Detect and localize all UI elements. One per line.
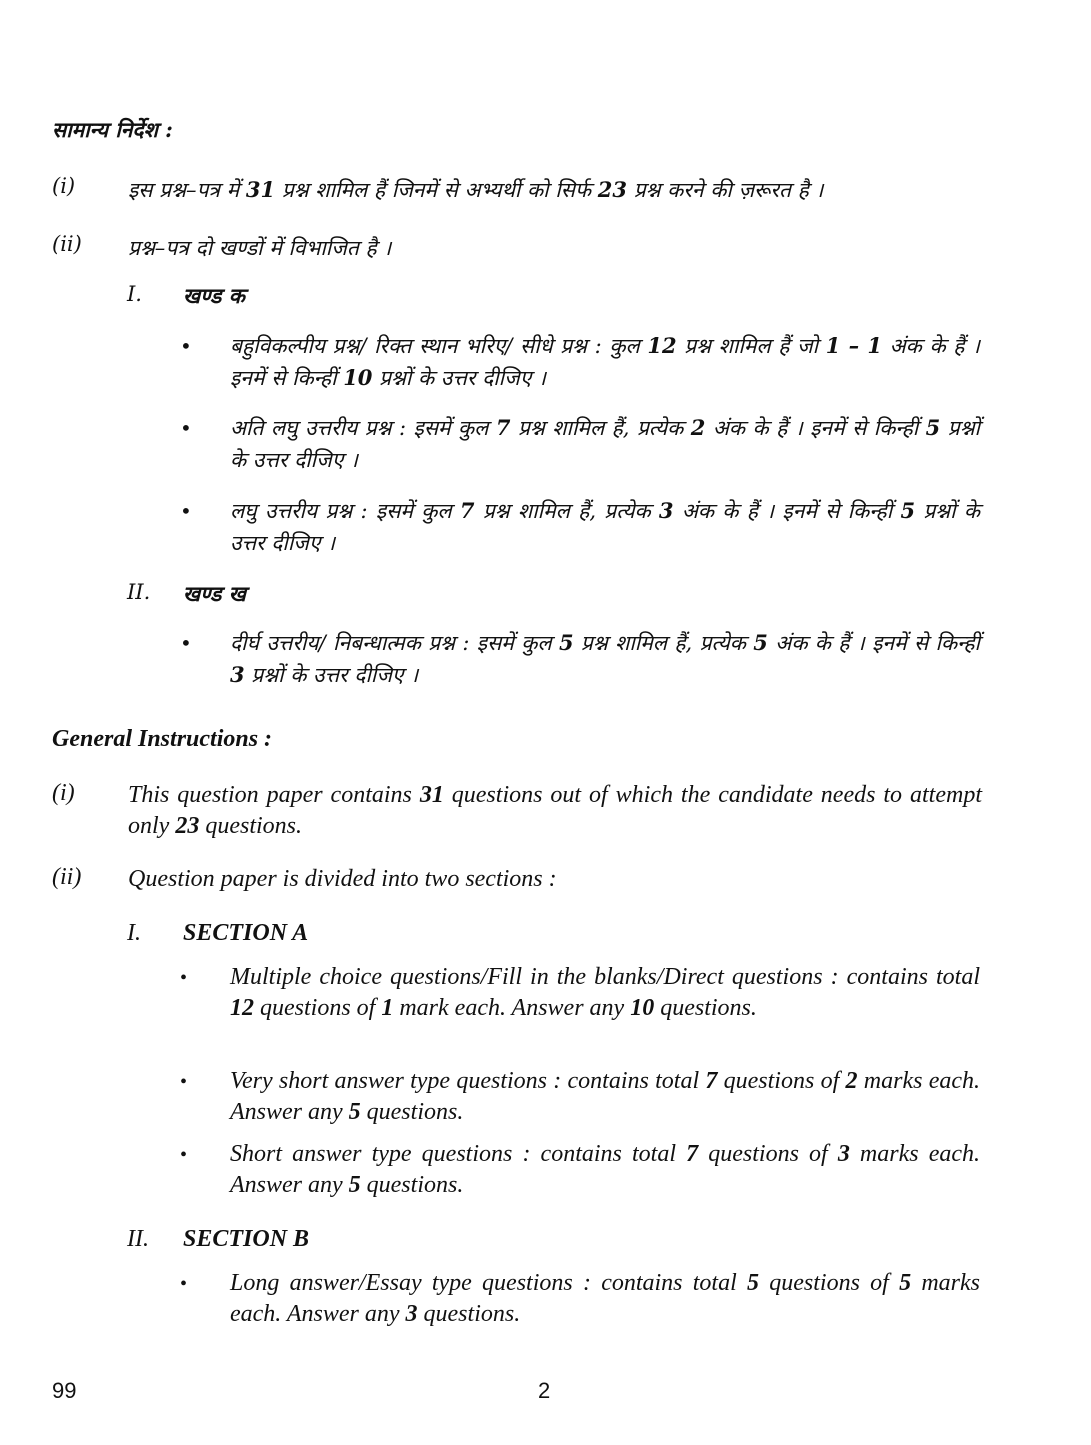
hindi-section-a: [127, 282, 245, 310]
bullet-text: Long answer/Essay type questions : contains total 5 questions of 5 marks each. Answer any 3 questions.: [230, 1270, 981, 1327]
section-numeral: II.: [127, 1226, 149, 1252]
hindi-item-1: [52, 174, 982, 206]
item-text: प्रश्न–पत्र दो खण्डों में विभाजित है ।: [128, 236, 392, 260]
english-bullet-a3: [180, 1139, 980, 1201]
english-section-a: [127, 920, 308, 947]
english-heading: General Instructions :: [52, 726, 273, 752]
bullet-text: Short answer type questions : contains total 7 questions of 3 marks each. Answer any 5 questions.: [230, 1141, 981, 1198]
hindi-bullet-a3: [180, 495, 980, 559]
english-item-2: [52, 864, 982, 895]
bullet-icon: •: [180, 416, 192, 440]
bullet-icon: •: [180, 499, 192, 523]
section-title: SECTION A: [183, 920, 309, 946]
item-text: This question paper contains 31 questions out of which the candidate needs to attempt only 23 questions.: [128, 782, 982, 839]
section-numeral: II.: [127, 580, 151, 604]
english-bullet-b1: [180, 1268, 980, 1330]
section-numeral: I.: [127, 920, 141, 946]
section-numeral: I.: [127, 282, 142, 306]
item-number: (ii): [52, 232, 82, 256]
hindi-bullet-b1: [180, 627, 980, 691]
item-number: (i): [52, 174, 76, 198]
section-title: खण्ड क: [183, 283, 245, 308]
section-title: SECTION B: [183, 1226, 310, 1252]
hindi-bullet-a2: [180, 412, 980, 476]
bullet-icon: •: [180, 967, 188, 989]
paper-code: 99: [52, 1378, 77, 1403]
bullet-icon: •: [180, 1144, 188, 1166]
english-item-1: [52, 780, 982, 842]
bullet-icon: •: [180, 631, 192, 655]
bullet-text: Multiple choice questions/Fill in the blanks/Direct questions : contains total 12 questions of 1 mark each. Answer any 10 questions.: [230, 964, 980, 1021]
bullet-text: बहुविकल्पीय प्रश्न/ रिक्त स्थान भरिए/ सीधे प्रश्न : कुल 12 प्रश्न शामिल हैं जो 1 – 1 अंक के हैं । इनमें से किन्हीं 10 प्रश्नों के उत्तर दीजिए ।: [230, 333, 980, 390]
hindi-item-2: [52, 232, 982, 264]
bullet-icon: •: [180, 334, 192, 358]
bullet-text: अति लघु उत्तरीय प्रश्न : इसमें कुल 7 प्रश्न शामिल हैं, प्रत्येक 2 अंक के हैं । इनमें से किन्हीं 5 प्रश्नों के उत्तर दीजिए ।: [230, 415, 980, 472]
bullet-text: Very short answer type questions : contains total 7 questions of 2 marks each. Answer any 5 questions.: [230, 1068, 981, 1125]
english-bullet-a1: [180, 962, 980, 1024]
bullet-text: लघु उत्तरीय प्रश्न : इसमें कुल 7 प्रश्न शामिल हैं, प्रत्येक 3 अंक के हैं । इनमें से किन्हीं 5 प्रश्नों के उत्तर दीजिए ।: [230, 498, 981, 555]
bullet-text: दीर्घ उत्तरीय/ निबन्धात्मक प्रश्न : इसमें कुल 5 प्रश्न शामिल हैं, प्रत्येक 5 अंक के हैं । इनमें से किन्हीं 3 प्रश्नों के उत्तर दीजिए ।: [230, 630, 980, 687]
item-text: इस प्रश्न–पत्र में 31 प्रश्न शामिल हैं जिनमें से अभ्यर्थी को सिर्फ 23 प्रश्न करने की ज़रूरत है ।: [128, 177, 824, 202]
section-title: खण्ड ख: [183, 581, 246, 606]
bullet-icon: •: [180, 1071, 188, 1093]
hindi-heading: सामान्य निर्देश :: [52, 117, 173, 142]
english-bullet-a2: [180, 1066, 980, 1128]
item-number: (ii): [52, 864, 82, 890]
page-number: 2: [538, 1378, 551, 1403]
hindi-section-b: [127, 580, 246, 608]
item-number: (i): [52, 780, 75, 806]
english-section-b: [127, 1226, 309, 1253]
bullet-icon: •: [180, 1273, 188, 1295]
hindi-bullet-a1: [180, 330, 980, 394]
item-text: Question paper is divided into two sections :: [128, 866, 557, 892]
